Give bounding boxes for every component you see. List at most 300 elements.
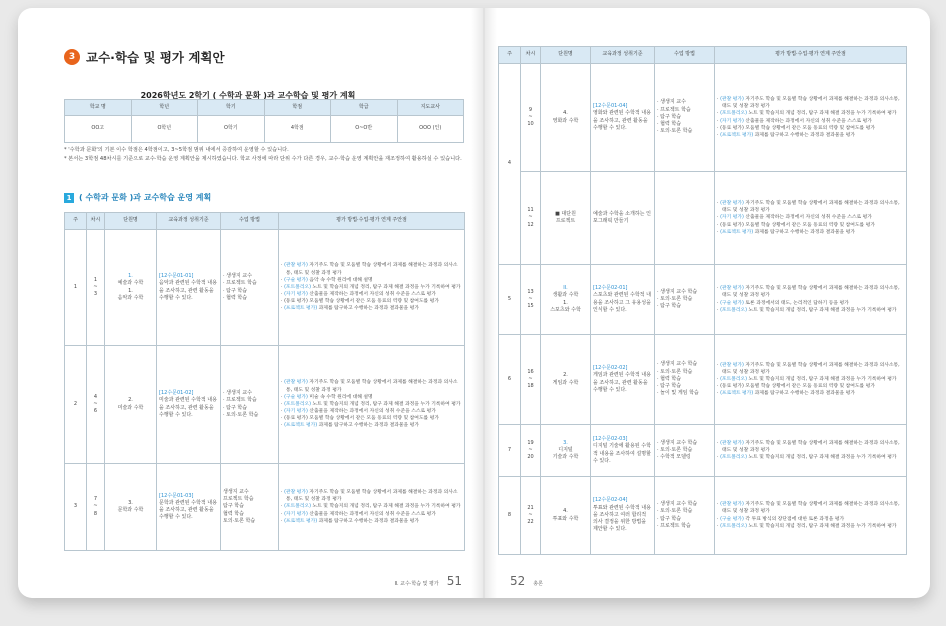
evaluation-type: (프로젝트 평가): [720, 229, 754, 235]
column-header: 단원명: [105, 213, 157, 230]
column-header: 교육과정 성취기준: [591, 47, 655, 64]
evaluation-text: 자기주도 학습 및 모둠별 학습 상황에서 과제를 해결하는 과정과 의사소통, 태도 및 성찰 과정 평가: [286, 380, 458, 393]
evaluation-text: 과제를 탐구하고 수행하는 과정과 결과물을 평가: [754, 132, 855, 138]
evaluation-type: (구술 평가): [720, 300, 744, 306]
column-header: 차시: [521, 47, 541, 64]
period-line: ~: [528, 113, 533, 120]
method-item: · 토의·토론 학습: [657, 446, 693, 453]
evaluation-text: 노트 및 학습지의 개념 정리, 탐구 과제 해결 과정을 누가 기록하여 평가: [748, 376, 897, 382]
plan-title: 2026학년도 2학기 ( 수학과 문화 )과 교수학습 및 평가 계획: [140, 91, 356, 100]
standard-code: [12수문02-04]: [593, 497, 628, 504]
evaluation-type: (자기 평가): [720, 215, 744, 221]
method-cell: [221, 346, 279, 464]
evaluation-type: (구술 평가): [284, 277, 308, 283]
unit-cell: [541, 335, 591, 425]
evaluation-cell: [715, 335, 907, 425]
folio-left-label: Ⅱ. 교수·학습 및 평가: [394, 581, 439, 587]
table-row: [65, 464, 465, 551]
period-line: 12: [527, 221, 534, 228]
evaluation-cell: [715, 477, 907, 555]
evaluation-item: · (동료 평가) 모둠별 학습 상황에서 같은 모둠 동료의 역량 및 참여도를 평가: [717, 125, 875, 131]
week-cell: 6: [499, 335, 521, 425]
book-spread: [18, 8, 930, 598]
info-header-cell: 학급: [331, 100, 398, 116]
unit-line: 생활과 수학: [552, 292, 579, 299]
method-item: · 토의·토론 학습: [657, 128, 693, 135]
evaluation-type: (관찰 평가): [284, 380, 308, 386]
column-header: 수업 방법: [221, 213, 279, 230]
evaluation-item: · (관찰 평가) 자기주도 학습 및 모둠별 학습 상황에서 과제를 해결하는 과정과 의사소통, 태도 및 성찰 과정 평가: [717, 201, 900, 214]
period-line: 9: [528, 106, 533, 113]
standard-cell: [157, 230, 221, 346]
column-header: 평가 방법·수업·평가 연계 주안점: [715, 47, 907, 64]
evaluation-text: 노트 및 학습지의 개념 정리, 탐구 과제 해결 과정을 누가 기록하여 평가: [748, 455, 897, 461]
method-item: · 협력 학습: [223, 294, 248, 301]
evaluation-type: (포트폴리오): [720, 455, 747, 461]
evaluation-text: (동료 평가) 모둠별 학습 상황에서 같은 모둠 동료의 역량 및 참여도를 평가: [284, 416, 439, 422]
evaluation-item: · (포트폴리오) 노트 및 학습지의 개념 정리, 탐구 과제 해결 과정을 누가 기록하여 평가: [717, 455, 897, 461]
note-1: * '수학과 문화'의 기본 이수 학점은 4학점이고, 3~5학점 범위 내에서 증감하여 운영할 수 있습니다.: [64, 147, 289, 153]
notes: [64, 146, 474, 163]
unit-line: 영화과 수학: [552, 117, 579, 124]
info-header-cell: 학기: [198, 100, 265, 116]
standard-cell: [591, 64, 655, 172]
unit-line: 2.: [128, 397, 133, 404]
evaluation-item: · (프로젝트 평가) 과제를 탐구하고 수행하는 과정과 결과물을 평가: [281, 423, 419, 429]
standard-cell: [157, 464, 221, 551]
evaluation-type: (프로젝트 평가): [284, 423, 318, 429]
unit-line: 미술과 수학: [117, 404, 144, 411]
method-item: · 수학적 모델링: [657, 454, 691, 461]
unit-line: 투표와 수학: [552, 515, 579, 522]
info-header-cell: 학년: [131, 100, 198, 116]
evaluation-type: (관찰 평가): [720, 286, 744, 292]
subsection-title: ( 수학과 문화 )과 교수학습 운영 계획: [79, 193, 212, 202]
evaluation-text: 과제를 탐구하고 수행하는 과정과 결과물을 평가: [318, 306, 419, 312]
evaluation-item: · (동료 평가) 모둠별 학습 상황에서 같은 모둠 동료의 역량 및 참여도를 평가: [717, 222, 875, 228]
period-line: 18: [527, 383, 534, 390]
method-item: · 탐구 학습: [657, 113, 682, 120]
unit-line: 2.: [563, 372, 568, 379]
unit-line: 4.: [563, 110, 568, 117]
method-cell: [655, 172, 715, 265]
period-line: 6: [93, 408, 98, 415]
period-cell: [87, 230, 105, 346]
column-header: 단원명: [541, 47, 591, 64]
evaluation-item: · (프로젝트 평가) 과제를 탐구하고 수행하는 과정과 결과물을 평가: [281, 306, 419, 312]
period-line: 20: [527, 454, 534, 461]
evaluation-item: · (자기 평가) 산출물을 제작하는 과정에서 자신의 성취 수준을 스스로 평가: [281, 292, 436, 298]
evaluation-cell: [715, 172, 907, 265]
method-cell: [655, 265, 715, 335]
method-item: · 토의·토론 학습: [657, 508, 693, 515]
info-value-cell: OO고: [65, 116, 132, 143]
unit-line: 예술과 수학: [117, 280, 144, 287]
evaluation-text: 과제를 탐구하고 수행하는 과정과 결과물을 평가: [754, 229, 855, 235]
period-cell: [521, 335, 541, 425]
evaluation-text: 자기주도 학습 및 모둠별 학습 상황에서 과제를 해결하는 과정과 의사소통, 태도 및 성찰 과정 평가: [722, 96, 900, 110]
evaluation-item: · (구술 평가) 각 투표 방식의 장단점에 대한 토론 과정을 평가: [717, 516, 845, 522]
unit-line: ■ 대단원: [555, 210, 576, 217]
evaluation-item: · (포트폴리오) 노트 및 학습지의 개념 정리, 탐구 과제 해결 과정을 누가 기록하여 평가: [281, 504, 461, 510]
unit-line: 3.: [128, 499, 133, 506]
evaluation-item: · (관찰 평가) 자기주도 학습 및 모둠별 학습 상황에서 과제를 해결하는 과정과 의사소통, 태도 및 성찰 과정 평가: [717, 440, 900, 453]
section-number-badge: 3: [64, 49, 80, 65]
column-header: 수업 방법: [655, 47, 715, 64]
evaluation-item: · (프로젝트 평가) 과제를 탐구하고 수행하는 과정과 결과물을 평가: [281, 518, 419, 524]
method-item: · 토의·토론 학습: [223, 411, 259, 418]
evaluation-type: (포트폴리오): [720, 111, 747, 117]
unit-cell: [105, 230, 157, 346]
standard-text: 스포츠와 관련된 수학적 내용을 조사하고 그 유용성을 인식할 수 있다.: [593, 292, 651, 313]
evaluation-item: · (프로젝트 평가) 과제를 탐구하고 수행하는 과정과 결과물을 평가: [717, 229, 855, 235]
info-header-cell: 학교 명: [65, 100, 132, 116]
standard-text: 투표와 관련된 수학적 내용을 조사하고 여러 합리적 의사 결정을 위한 방법을 제안할 수 있다.: [593, 504, 651, 533]
unit-cell: [105, 346, 157, 464]
evaluation-type: (구술 평가): [720, 516, 744, 522]
folio-right-label: 총론: [533, 581, 543, 587]
method-item: · 탐구 학습: [657, 303, 682, 310]
unit-cell: [541, 64, 591, 172]
standard-text: 디지털 기술에 활용된 수학적 내용을 조사하여 설명할 수 있다.: [593, 443, 651, 464]
evaluation-type: (프로젝트 평가): [284, 518, 318, 524]
method-item: · 프로젝트 학습: [223, 397, 257, 404]
plan-table-left: [64, 212, 465, 551]
evaluation-item: · (관찰 평가) 자기주도 학습 및 모둠별 학습 상황에서 과제를 해결하는 과정과 의사소통, 태도 및 성찰 과정 평가: [717, 502, 900, 515]
evaluation-text: 자기주도 학습 및 모둠별 학습 상황에서 과제를 해결하는 과정과 의사소통, 태도 및 성찰 과정 평가: [722, 502, 900, 515]
evaluation-type: (관찰 평가): [284, 490, 308, 496]
period-cell: [521, 265, 541, 335]
evaluation-item: · (자기 평가) 산출물을 제작하는 과정에서 자신의 성취 수준을 스스로 평가: [281, 409, 436, 415]
evaluation-text: 산출물을 제작하는 과정에서 자신의 성취 수준을 스스로 평가: [309, 409, 436, 415]
standard-text: 미술과 관련된 수학적 내용을 조사하고, 관련 활동을 수행할 수 있다.: [159, 397, 217, 418]
evaluation-item: · (자기 평가) 산출물을 제작하는 과정에서 자신의 성취 수준을 스스로 평가: [281, 511, 436, 517]
folio-left: [395, 574, 463, 588]
column-header: 차시: [87, 213, 105, 230]
method-item: · 탐구 학습: [223, 404, 248, 411]
method-item: · 생생지 교수: [657, 99, 686, 106]
unit-line: 스포츠와 수학: [550, 306, 581, 313]
period-cell: [87, 464, 105, 551]
note-2: * 본서는 3학점 48차시를 기준으로 교수·학습 운영 계획안을 제시하였습니다. 학교 사정에 따라 단위 수가 다른 경우, 교수·학습 운영 계획안을 재조정하여 활용하실 수 있습니다.: [64, 155, 462, 162]
method-item: · 탐구 학습: [657, 383, 682, 390]
method-item: · 토의·토론 학습: [657, 368, 693, 375]
standard-text: 음악과 관련된 수학적 내용을 조사하고, 관련 활동을 수행할 수 있다.: [159, 280, 217, 301]
method-cell: [655, 425, 715, 477]
evaluation-type: (포트폴리오): [720, 376, 747, 382]
info-value-cell: O~O반: [331, 116, 398, 143]
method-item: 토의·토론 학습: [223, 517, 256, 524]
column-header: 주: [499, 47, 521, 64]
evaluation-type: (관찰 평가): [720, 201, 744, 207]
evaluation-item: · (자기 평가) 산출물을 제작하는 과정에서 자신의 성취 수준을 스스로 평가: [717, 118, 872, 124]
evaluation-item: · (동료 평가) 모둠별 학습 상황에서 같은 모둠 동료의 역량 및 참여도를 평가: [281, 299, 439, 305]
evaluation-text: 산출물을 제작하는 과정에서 자신의 성취 수준을 스스로 평가: [309, 511, 436, 517]
unit-cell: [541, 425, 591, 477]
method-item: 생생지 교수: [223, 488, 249, 495]
evaluation-text: 각 투표 방식의 장단점에 대한 토론 과정을 평가: [745, 516, 845, 522]
standard-cell: [591, 172, 655, 265]
table-row: [499, 64, 907, 172]
week-cell: 7: [499, 425, 521, 477]
evaluation-text: 산출물을 제작하는 과정에서 자신의 성취 수준을 스스로 평가: [745, 215, 872, 221]
unit-line: 음악과 수학: [117, 294, 144, 301]
evaluation-item: · (관찰 평가) 자기주도 학습 및 모둠별 학습 상황에서 과제를 해결하는 과정과 의사소통, 태도 및 성찰 과정 평가: [281, 263, 458, 276]
period-line: ~: [528, 511, 533, 518]
period-cell: [87, 346, 105, 464]
unit-line: 게임과 수학: [552, 379, 579, 386]
evaluation-text: 노트 및 학습지의 개념 정리, 탐구 과제 해결 과정을 누가 기록하여 평가: [748, 111, 897, 117]
method-cell: [221, 464, 279, 551]
evaluation-item: · (관찰 평가) 자기주도 학습 및 모둠별 학습 상황에서 과제를 해결하는 과정과 의사소통, 태도 및 성찰 과정 평가: [717, 96, 900, 110]
info-table: [64, 99, 464, 143]
evaluation-item: · (동료 평가) 모둠별 학습 상황에서 같은 모둠 동료의 역량 및 참여도를 평가: [717, 384, 875, 390]
period-cell: [521, 477, 541, 555]
evaluation-type: (프로젝트 평가): [720, 132, 754, 138]
evaluation-text: 노트 및 학습지의 개념 정리, 탐구 과제 해결 과정을 누가 기록하여 평가: [312, 401, 461, 407]
unit-line: II.: [563, 285, 568, 291]
subsection-number-badge: 1: [64, 193, 74, 203]
unit-cell: [541, 265, 591, 335]
evaluation-text: 자기주도 학습 및 모둠별 학습 상황에서 과제를 해결하는 과정과 의사소통, 태도 및 성찰 과정 평가: [722, 362, 900, 375]
plan-table-right: [498, 46, 907, 555]
week-cell: 4: [499, 64, 521, 265]
standard-text: 영화와 관련된 수학적 내용을 조사하고, 관련 활동을 수행할 수 있다.: [593, 110, 651, 131]
method-item: · 생생지 교수: [223, 390, 252, 396]
evaluation-cell: [715, 64, 907, 172]
unit-line: 4.: [563, 508, 568, 515]
period-line: 1: [93, 276, 98, 283]
evaluation-type: (구술 평가): [284, 394, 308, 400]
evaluation-type: (프로젝트 평가): [720, 391, 754, 397]
unit-line: 디지털: [558, 446, 573, 453]
evaluation-type: (자기 평가): [284, 409, 308, 415]
evaluation-text: 과제를 탐구하고 수행하는 과정과 결과물을 평가: [318, 423, 419, 429]
unit-line: 1.: [563, 299, 568, 306]
info-header-cell: 학점: [264, 100, 331, 116]
table-row: [65, 346, 465, 464]
evaluation-text: 노트 및 학습지의 개념 정리, 탐구 과제 해결 과정을 누가 기록하여 평가: [312, 504, 461, 510]
period-line: 7: [93, 496, 98, 503]
evaluation-item: · (프로젝트 평가) 과제를 탐구하고 수행하는 과정과 결과물을 평가: [717, 132, 855, 138]
evaluation-item: · (관찰 평가) 자기주도 학습 및 모둠별 학습 상황에서 과제를 해결하는 과정과 의사소통, 태도 및 성찰 과정 평가: [281, 380, 458, 393]
page-number-right: 52: [510, 574, 526, 588]
method-item: · 협력 학습: [657, 121, 682, 128]
method-cell: [655, 64, 715, 172]
method-item: · 생생지 교수 학습: [657, 439, 698, 446]
standard-text: 게임과 관련된 수학적 내용을 조사하고, 관련 활동을 수행할 수 있다.: [593, 372, 651, 393]
method-item: · 생생지 교수: [223, 273, 252, 279]
period-line: ~: [93, 503, 98, 510]
period-line: 19: [527, 439, 534, 446]
evaluation-item: · (구술 평가) 음악 속 수학 원리에 대해 설명: [281, 277, 373, 283]
section-heading: [64, 48, 225, 66]
period-line: ~: [528, 446, 533, 453]
evaluation-item: · (구술 평가) 미술 속 수학 원리에 대해 설명: [281, 394, 373, 400]
method-item: 탐구 학습: [223, 503, 244, 510]
period-cell: [521, 64, 541, 172]
evaluation-item: · (구술 평가) 토론 과정에서의 태도, 논리적인 답하기 등을 평가: [717, 300, 849, 306]
standard-code: [12수문01-04]: [593, 103, 628, 109]
column-header: 주: [65, 213, 87, 230]
standard-cell: [591, 477, 655, 555]
evaluation-type: (관찰 평가): [720, 362, 744, 368]
period-line: 22: [527, 519, 534, 526]
evaluation-type: (포트폴리오): [284, 401, 311, 407]
info-value-cell: O학기: [198, 116, 265, 143]
subsection-heading: [64, 192, 211, 203]
standard-code: [12수문01-01]: [159, 273, 194, 279]
standard-code: [12수문02-01]: [593, 285, 628, 291]
evaluation-text: 과제를 탐구하고 수행하는 과정과 결과물을 평가: [754, 391, 855, 397]
week-cell: 8: [499, 477, 521, 555]
info-value-cell: OOO (인): [397, 116, 464, 143]
period-line: ~: [528, 375, 533, 382]
period-line: 4: [93, 393, 98, 400]
info-value-cell: 4학점: [264, 116, 331, 143]
evaluation-item: · (관찰 평가) 자기주도 학습 및 모둠별 학습 상황에서 과제를 해결하는 과정과 의사소통, 태도 및 성찰 과정 평가: [717, 286, 900, 299]
unit-cell: [541, 477, 591, 555]
folio-right: [510, 574, 543, 588]
table-row: [499, 477, 907, 555]
info-header-cell: 지도교사: [397, 100, 464, 116]
evaluation-text: (동료 평가) 모둠별 학습 상황에서 같은 모둠 동료의 역량 및 참여도를 평가: [720, 384, 875, 390]
evaluation-type: (포트폴리오): [284, 284, 311, 290]
table-row: [499, 265, 907, 335]
left-page: [18, 8, 478, 598]
evaluation-text: (동료 평가) 모둠별 학습 상황에서 같은 모둠 동료의 역량 및 참여도를 평가: [284, 299, 439, 305]
standard-code: [12수문02-02]: [593, 365, 628, 371]
period-line: 15: [527, 303, 534, 310]
standard-cell: [157, 346, 221, 464]
info-value-cell: O학년: [131, 116, 198, 143]
method-cell: [655, 335, 715, 425]
evaluation-item: · (관찰 평가) 자기주도 학습 및 모둠별 학습 상황에서 과제를 해결하는 과정과 의사소통, 태도 및 성찰 과정 평가: [281, 490, 458, 503]
week-cell: 2: [65, 346, 87, 464]
evaluation-type: (포트폴리오): [284, 504, 311, 510]
unit-line: 기술과 수학: [552, 454, 579, 461]
standard-code: [12수문02-03]: [593, 436, 628, 442]
unit-line: 프로젝트: [555, 218, 576, 224]
evaluation-item: · (포트폴리오) 노트 및 학습지의 개념 정리, 탐구 과제 해결 과정을 누가 기록하여 평가: [717, 376, 897, 382]
evaluation-type: (관찰 평가): [720, 502, 744, 508]
method-item: · 프로젝트 학습: [223, 280, 257, 287]
method-cell: [655, 477, 715, 555]
period-line: 10: [527, 121, 534, 128]
evaluation-text: 자기주도 학습 및 모둠별 학습 상황에서 과제를 해결하는 과정과 의사소통, 태도 및 성찰 과정 평가: [722, 201, 900, 214]
period-line: ~: [93, 400, 98, 407]
evaluation-text: 자기주도 학습 및 모둠별 학습 상황에서 과제를 해결하는 과정과 의사소통, 태도 및 성찰 과정 평가: [722, 440, 900, 453]
evaluation-type: (자기 평가): [720, 118, 744, 124]
period-line: ~: [528, 295, 533, 302]
period-line: 8: [93, 510, 98, 517]
period-cell: [521, 425, 541, 477]
standard-code: [12수문01-02]: [159, 390, 194, 396]
evaluation-cell: [715, 425, 907, 477]
period-cell: [521, 172, 541, 265]
evaluation-cell: [715, 265, 907, 335]
method-item: · 탐구 학습: [657, 515, 682, 522]
method-item: 협력 학습: [223, 510, 244, 517]
method-item: · 협력 학습: [657, 375, 682, 382]
evaluation-text: 산출물을 제작하는 과정에서 자신의 성취 수준을 스스로 평가: [309, 292, 436, 298]
standard-cell: [591, 425, 655, 477]
column-header: 평가 방법·수업·평가 연계 주안점: [279, 213, 465, 230]
evaluation-text: 노트 및 학습지의 개념 정리, 탐구 과제 해결 과정을 누가 기록하여 평가: [312, 284, 461, 290]
evaluation-type: (자기 평가): [284, 292, 308, 298]
evaluation-text: 자기주도 학습 및 모둠별 학습 상황에서 과제를 해결하는 과정과 의사소통, 태도 및 성찰 과정 평가: [286, 263, 458, 276]
evaluation-text: (동료 평가) 모둠별 학습 상황에서 같은 모둠 동료의 역량 및 참여도를 평가: [720, 125, 875, 131]
evaluation-type: (포트폴리오): [720, 523, 747, 529]
evaluation-item: · (포트폴리오) 노트 및 학습지의 개념 정리, 탐구 과제 해결 과정을 누가 기록하여 평가: [281, 284, 461, 290]
period-line: 16: [527, 368, 534, 375]
method-item: · 토의·토론 학습: [657, 295, 693, 302]
page-number-left: 51: [446, 574, 462, 588]
table-row: [499, 425, 907, 477]
standard-cell: [591, 265, 655, 335]
evaluation-cell: [279, 464, 465, 551]
standard-text: 문학과 관련된 수학적 내용을 조사하고, 관련 활동을 수행할 수 있다.: [159, 499, 217, 521]
evaluation-type: (관찰 평가): [284, 263, 308, 269]
evaluation-text: 자기주도 학습 및 모둠별 학습 상황에서 과제를 해결하는 과정과 의사소통, 태도 및 성찰 과정 평가: [286, 490, 458, 503]
unit-line: 1.: [128, 287, 133, 294]
method-cell: [221, 230, 279, 346]
method-item: · 생생지 교수 학습: [657, 361, 698, 368]
evaluation-item: · (포트폴리오) 노트 및 학습지의 개념 정리, 탐구 과제 해결 과정을 누가 기록하여 평가: [281, 401, 461, 407]
evaluation-item: · (프로젝트 평가) 과제를 탐구하고 수행하는 과정과 결과물을 평가: [717, 391, 855, 397]
evaluation-item: · (포트폴리오) 노트 및 학습지의 개념 정리, 탐구 과제 해결 과정을 누가 기록하여 평가: [717, 523, 897, 529]
evaluation-cell: [279, 230, 465, 346]
evaluation-cell: [279, 346, 465, 464]
right-page: [488, 8, 930, 598]
standard-cell: [591, 335, 655, 425]
period-line: ~: [93, 283, 98, 290]
period-line: 3: [93, 291, 98, 298]
evaluation-type: (포트폴리오): [720, 307, 747, 313]
evaluation-text: 자기주도 학습 및 모둠별 학습 상황에서 과제를 해결하는 과정과 의사소통, 태도 및 성찰 과정 평가: [722, 286, 900, 299]
evaluation-item: · (동료 평가) 모둠별 학습 상황에서 같은 모둠 동료의 역량 및 참여도를 평가: [281, 416, 439, 422]
method-item: · 놀이 및 게임 학습: [657, 390, 699, 397]
period-line: 21: [527, 504, 534, 511]
unit-line: 문학과 수학: [117, 507, 144, 513]
evaluation-type: (관찰 평가): [720, 96, 744, 102]
unit-line: 3.: [563, 439, 568, 446]
table-row: [499, 335, 907, 425]
unit-cell: [541, 172, 591, 265]
table-row: [499, 172, 907, 265]
evaluation-text: (동료 평가) 모둠별 학습 상황에서 같은 모둠 동료의 역량 및 참여도를 평가: [720, 222, 875, 228]
standard-text: 예술과 수학을 소개하는 인포그래픽 만들기: [593, 210, 651, 224]
evaluation-item: · (관찰 평가) 자기주도 학습 및 모둠별 학습 상황에서 과제를 해결하는 과정과 의사소통, 태도 및 성찰 과정 평가: [717, 362, 900, 375]
evaluation-text: 토론 과정에서의 태도, 논리적인 답하기 등을 평가: [745, 300, 849, 306]
week-cell: 1: [65, 230, 87, 346]
evaluation-text: 미술 속 수학 원리에 대해 설명: [309, 394, 373, 400]
week-cell: 5: [499, 265, 521, 335]
period-line: ~: [528, 214, 533, 221]
method-item: 프로젝트 학습: [223, 496, 254, 503]
method-item: · 생생지 교수 학습: [657, 501, 698, 507]
method-item: · 탐구 학습: [223, 287, 248, 294]
evaluation-text: 노트 및 학습지의 개념 정리, 탐구 과제 해결 과정을 누가 기록하여 평가: [748, 523, 897, 529]
evaluation-type: (관찰 평가): [720, 440, 744, 446]
evaluation-item: · (자기 평가) 산출물을 제작하는 과정에서 자신의 성취 수준을 스스로 평가: [717, 215, 872, 221]
method-item: · 프로젝트 학습: [657, 522, 691, 529]
period-line: 11: [527, 207, 534, 214]
evaluation-item: · (포트폴리오) 노트 및 학습지의 개념 정리, 탐구 과제 해결 과정을 누가 기록하여 평가: [717, 307, 897, 313]
evaluation-text: 과제를 탐구하고 수행하는 과정과 결과물을 평가: [318, 518, 419, 524]
table-row: [65, 230, 465, 346]
unit-line: 1.: [128, 273, 133, 279]
